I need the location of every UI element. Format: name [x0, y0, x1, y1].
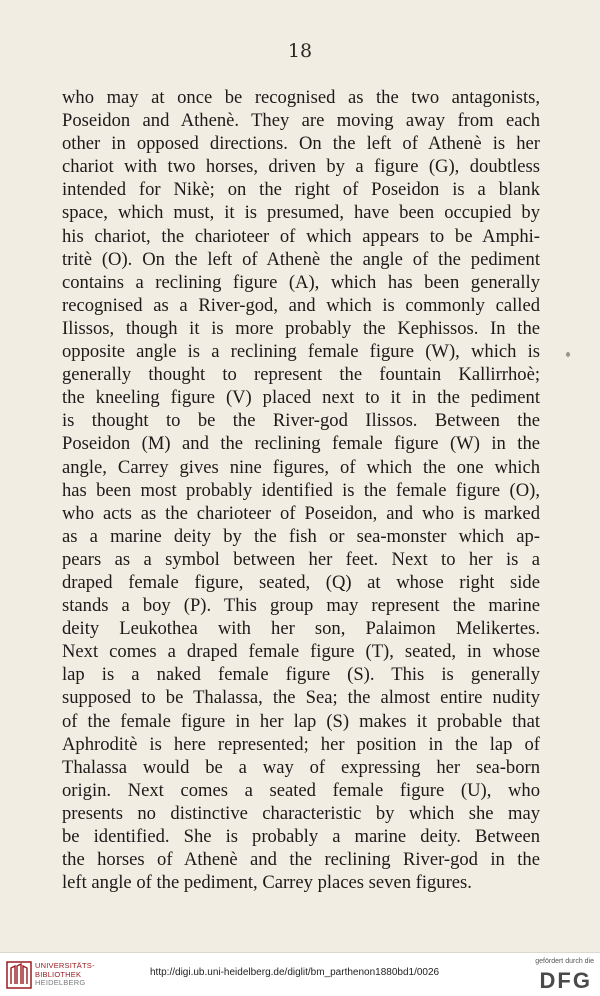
text-line: stands a boy (P). This group may represent the marine: [62, 595, 540, 617]
library-name-line3: HEIDELBERG: [35, 978, 86, 987]
text-line: the horses of Athenè and the reclining River-god in the: [62, 849, 540, 871]
text-line: Aphroditè is here represented; her position in the lap of: [62, 733, 540, 755]
paper-speck: [566, 352, 570, 357]
text-line: pears as a symbol between her feet. Next to her is a: [62, 548, 540, 570]
library-name-line1: UNIVERSITÄTS-: [35, 961, 95, 970]
text-line: contains a reclining figure (A), which has been generally: [62, 271, 540, 293]
text-line: has been most probably identified is the female figure (O),: [62, 479, 540, 501]
text-line: origin. Next comes a seated female figure (U), who: [62, 779, 540, 801]
library-name-line2: BIBLIOTHEK: [35, 969, 82, 979]
text-line: of the female figure in her lap (S) makes it probable that: [62, 710, 540, 732]
text-line: chariot with two horses, driven by a figure (G), doubtless: [62, 156, 540, 178]
body-text: [62, 86, 540, 894]
text-line: be identified. She is probably a marine deity. Between: [62, 826, 540, 847]
text-line: supposed to be Thalassa, the Sea; the almost entire nudity: [62, 687, 540, 709]
text-line: left angle of the pediment, Carrey places seven figures.: [62, 872, 472, 894]
text-line: recognised as a River-god, and which is commonly called: [62, 294, 540, 316]
text-line: Ilissos, though it is more probably the Kephissos. In the: [62, 317, 540, 339]
university-library-name: [35, 962, 95, 988]
text-line: as a marine deity by the fish or sea-monster which ap-: [62, 525, 540, 547]
text-line: space, which must, it is presumed, have been occupied by: [62, 202, 540, 224]
text-line: generally thought to represent the fountain Kallirrhoè;: [62, 364, 540, 386]
text-line: Thalassa would be a way of expressing her sea-born: [62, 756, 540, 778]
text-line: who acts as the charioteer of Poseidon, and who is marked: [62, 502, 540, 524]
funded-by-label: gefördert durch die: [535, 958, 594, 965]
permalink-url[interactable]: http://digi.ub.uni-heidelberg.de/diglit/bm_parthenon1880bd1/0026: [150, 967, 440, 978]
page-number: 18: [287, 40, 313, 62]
text-line: who may at once be recognised as the two antagonists,: [62, 87, 540, 108]
text-line: is thought to be the River-god Ilissos. Between the: [62, 410, 540, 432]
text-line: lap is a naked female figure (S). This is generally: [62, 664, 540, 686]
digitization-footer: [0, 952, 600, 996]
text-line: Poseidon (M) and the reclining female figure (W) in the: [62, 433, 540, 455]
text-line: Next comes a draped female figure (T), seated, in whose: [62, 641, 540, 663]
text-line: intended for Nikè; on the right of Poseidon is a blank: [62, 179, 540, 201]
text-line: angle, Carrey gives nine figures, of which the one which: [62, 456, 540, 478]
text-line: deity Leukothea with her son, Palaimon Melikertes.: [62, 618, 540, 640]
text-line: other in opposed directions. On the left of Athenè is her: [62, 133, 540, 155]
text-line: the kneeling figure (V) placed next to it in the pediment: [62, 387, 540, 409]
text-line: opposite angle is a reclining female figure (W), which is: [62, 341, 540, 363]
text-line: tritè (O). On the left of Athenè the angle of the pediment: [62, 248, 540, 270]
text-line: his chariot, the charioteer of which appears to be Amphi-: [62, 225, 540, 247]
text-line: Poseidon and Athenè. They are moving away from each: [62, 110, 540, 132]
dfg-logo: DFG: [539, 968, 592, 993]
text-line: presents no distinctive characteristic by which she may: [62, 802, 540, 824]
university-library-logo-icon: [6, 960, 32, 990]
text-line: draped female figure, seated, (Q) at whose right side: [62, 571, 540, 593]
